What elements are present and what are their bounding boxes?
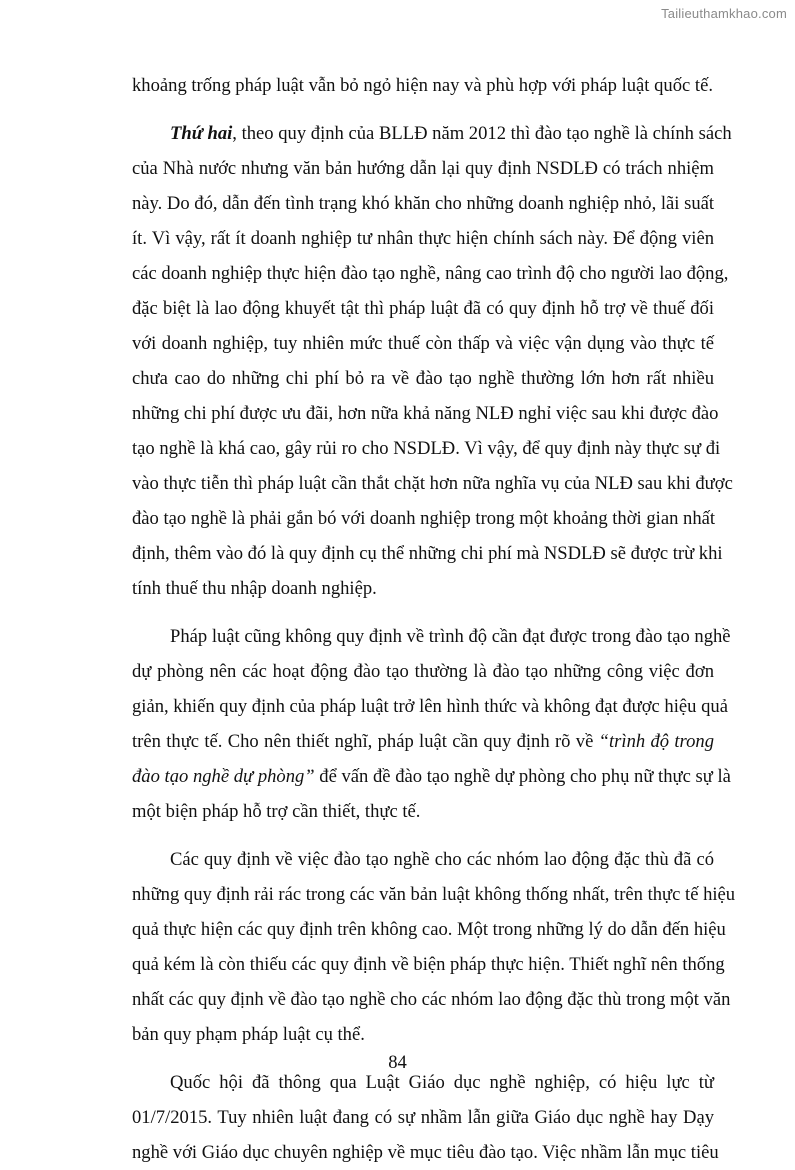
text-line: những quy định rải rác trong các văn bản luật không thống nhất, trên thực tế hiệu — [132, 884, 736, 905]
text-line: những chi phí được ưu đãi, hơn nữa khả năng NLĐ nghỉ việc sau khi được đào — [132, 403, 719, 424]
text-line: tạo nghề là khá cao, gây rủi ro cho NSDLĐ. Vì vậy, để quy định này thực sự đi — [132, 438, 721, 459]
text-line: một biện pháp hỗ trợ cần thiết, thực tế. — [132, 801, 421, 822]
quoted-term: “trình độ trong — [598, 731, 714, 752]
text-line: này. Do đó, dẫn đến tình trạng khó khăn cho những doanh nghiệp nhỏ, lãi suất — [132, 193, 715, 214]
text-line: định, thêm vào đó là quy định cụ thể những chi phí mà NSDLĐ sẽ được trừ khi — [132, 543, 723, 564]
text-line: đặc biệt là lao động khuyết tật thì pháp luật đã có quy định hỗ trợ về thuế đối — [132, 298, 714, 319]
paragraph — [132, 116, 733, 606]
text-line: bản quy phạm pháp luật cụ thể. — [132, 1024, 365, 1045]
text-line: Thứ hai, theo quy định của BLLĐ năm 2012 thì đào tạo nghề là chính sách — [170, 123, 732, 144]
text-line: ít. Vì vậy, rất ít doanh nghiệp tư nhân thực hiện chính sách này. Để động viên — [132, 228, 714, 249]
text-line: chưa cao do những chi phí bỏ ra về đào tạo nghề thường lớn hơn rất nhiều — [132, 368, 714, 389]
text-line: quả kém là còn thiếu các quy định về biện pháp thực hiện. Thiết nghĩ nên thống — [132, 954, 725, 975]
text-line: giản, khiến quy định của pháp luật trở lên hình thức và không đạt được hiệu quả — [132, 696, 728, 717]
quoted-term: đào tạo nghề dự phòng” — [132, 766, 315, 787]
page-number: 84 — [388, 1052, 407, 1073]
text-line: tính thuế thu nhập doanh nghiệp. — [132, 578, 377, 599]
text-line: đào tạo nghề là phải gắn bó với doanh nghiệp trong một khoảng thời gian nhất — [132, 508, 716, 529]
text-line: vào thực tiễn thì pháp luật cần thắt chặt hơn nữa nghĩa vụ của NLĐ sau khi được — [132, 473, 733, 494]
text-line: đào tạo nghề dự phòng” để vấn đề đào tạo nghề dự phòng cho phụ nữ thực sự là — [132, 766, 731, 787]
text-line: dự phòng nên các hoạt động đào tạo thường là đào tạo những công việc đơn — [132, 661, 714, 682]
text-line: Pháp luật cũng không quy định về trình độ cần đạt được trong đào tạo nghề — [170, 626, 731, 647]
text-line: các doanh nghiệp thực hiện đào tạo nghề, nâng cao trình độ cho người lao động, — [132, 263, 729, 284]
text-line: của Nhà nước nhưng văn bản hướng dẫn lại quy định NSDLĐ có trách nhiệm — [132, 158, 714, 179]
text-line: quả thực hiện các quy định trên không cao. Một trong những lý do dẫn đến hiệu — [132, 919, 726, 940]
text-line: trên thực tế. Cho nên thiết nghĩ, pháp luật cần quy định rõ về “trình độ trong — [132, 731, 714, 752]
watermark: Tailieuthamkhao.com — [661, 6, 787, 21]
text-line: Các quy định về việc đào tạo nghề cho các nhóm lao động đặc thù đã có — [170, 849, 714, 870]
text-line: Quốc hội đã thông qua Luật Giáo dục nghề nghiệp, có hiệu lực từ — [170, 1072, 714, 1093]
text-line: nhất các quy định về đào tạo nghề cho các nhóm lao động đặc thù trong một văn — [132, 989, 731, 1010]
text-line: với doanh nghiệp, tuy nhiên mức thuế còn thấp và việc vận dụng vào thực tế — [132, 333, 714, 354]
paragraph — [132, 619, 731, 829]
paragraph — [132, 1065, 719, 1170]
paragraph — [132, 68, 714, 103]
text-line: khoảng trống pháp luật vẫn bỏ ngỏ hiện nay và phù hợp với pháp luật quốc tế. — [132, 75, 713, 96]
emphasis-heading: Thứ hai — [170, 123, 233, 144]
text-line: 01/7/2015. Tuy nhiên luật đang có sự nhầm lẫn giữa Giáo dục nghề hay Dạy — [132, 1107, 714, 1128]
text-line: nghề với Giáo dục chuyên nghiệp về mục tiêu đào tạo. Việc nhầm lẫn mục tiêu — [132, 1142, 719, 1163]
paragraph — [132, 842, 736, 1052]
document-body — [132, 68, 736, 1170]
